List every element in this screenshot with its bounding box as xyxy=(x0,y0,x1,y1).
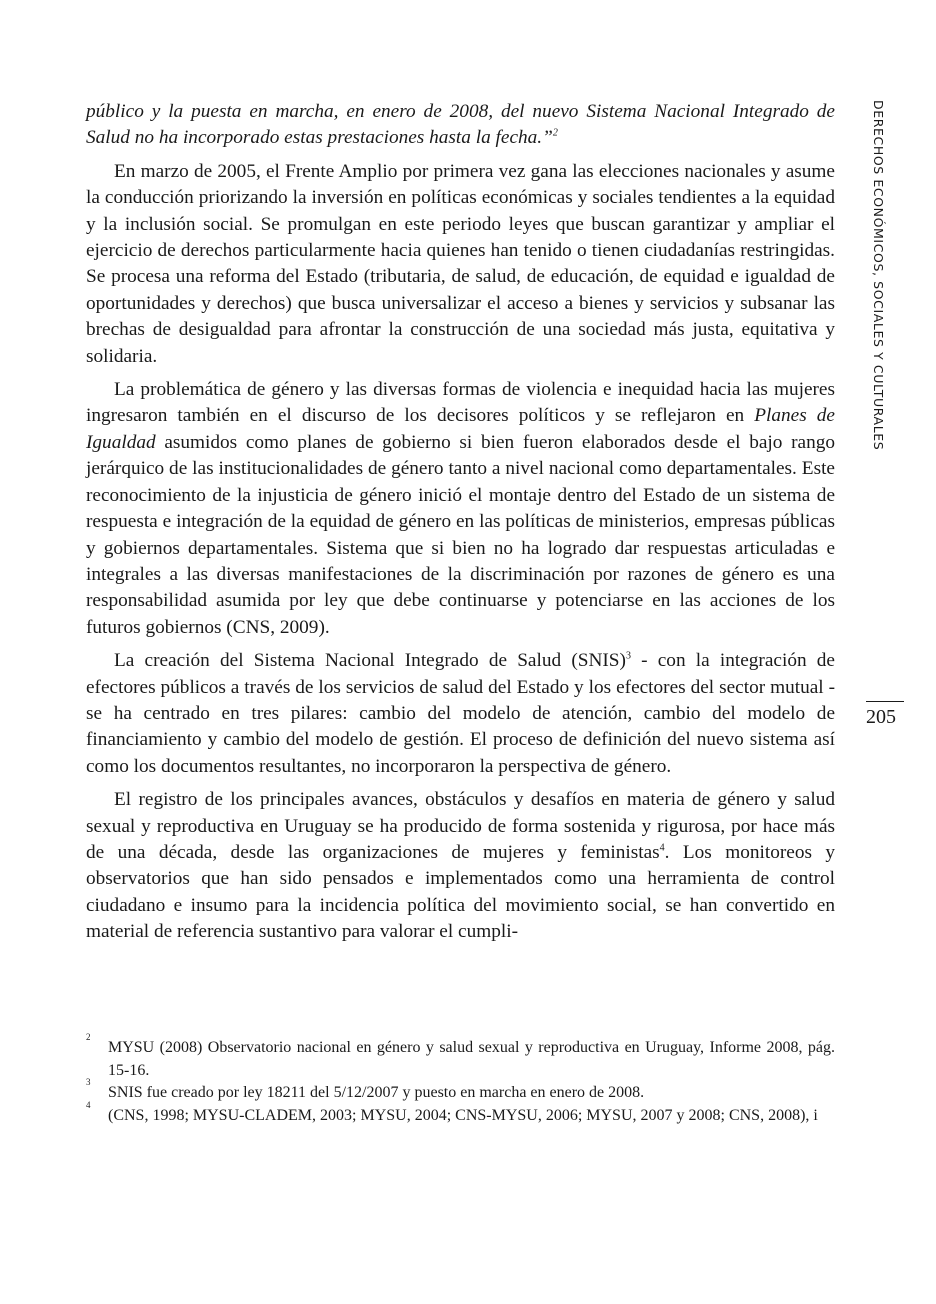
footnote-mark: 4 xyxy=(86,1099,91,1110)
page-number: 205 xyxy=(866,701,904,729)
paragraph-gender-problematic xyxy=(86,377,835,641)
footnote-text: (CNS, 1998; MYSU-CLADEM, 2003; MYSU, 2004; CNS-MYSU, 2006; MYSU, 2007 y 2008; CNS, 2008), i xyxy=(108,1106,818,1124)
paragraph-text-end: asumidos como planes de gobierno si bien fueron elaborados desde el bajo rango jerárquico de las institucionalidades de género tanto a nivel nacional como departamentales. Este reconocimiento de la injusticia de género inició el montaje dentro del Estado de un sistema de respuesta e integración de la equidad de género en las políticas de ministerios, empresas públicas y gobiernos departamentales. Sistema que si bien no ha logrado dar respuestas articuladas e integrales a las diversas manifestaciones de la discriminación por razones de género es una responsabilidad asumida por ley que debe continuarse y potenciarse en las acciones de los futuros gobiernos (CNS, 2009). xyxy=(86,431,835,638)
paragraph-frente-amplio: En marzo de 2005, el Frente Amplio por primera vez gana las elecciones nacionales y asume la conducción priorizando la inversión en políticas económicas y sociales tendientes a la equidad y la inclusión social. Se promulgan en este periodo leyes que buscan garantizar y ampliar el ejercicio de derechos particularmente hacia quienes han tenido o tienen ciudadanías restringidas. Se procesa una reforma del Estado (tributaria, de salud, de educación, de equidad e igualdad de oportunidades y derechos) que busca universalizar el acceso a bienes y servicios y subsanar las brechas de desigualdad para afrontar la construcción de una sociedad más justa, equitativa y solidaria. xyxy=(86,160,835,367)
footnotes xyxy=(86,1032,835,1127)
footnote-4 xyxy=(86,1099,835,1128)
footnote-ref-2[interactable]: 2 xyxy=(552,127,558,139)
paragraph-text-end: . Los monitoreos y observatorios que han sido pensados e implementados como una herramienta de control ciudadano e insumo para la incidencia política del movimiento social, se han convertido en material de referencia sustantivo para valorar el cumpli- xyxy=(86,841,835,943)
footnote-mark: 2 xyxy=(86,1032,91,1042)
footnote-ref-3[interactable]: 3 xyxy=(625,650,631,662)
footnote-text: MYSU (2008) Observatorio nacional en género y salud sexual y reproductiva en Uruguay, Informe 2008, pág. 15-16. xyxy=(108,1039,835,1079)
footnote-3 xyxy=(86,1077,835,1105)
footnote-text: SNIS fue creado por ley 18211 del 5/12/2007 y puesto en marcha en enero de 2008. xyxy=(108,1084,645,1101)
paragraph-registro xyxy=(86,787,835,945)
quote-text: público y la puesta en marcha, en enero de 2008, del nuevo Sistema Nacional Integrado de Salud no ha incorporado estas prestaciones hasta la fecha.” xyxy=(86,101,835,149)
paragraph-text-end: - con la integración de efectores públicos a través de los servicios de salud del Estado y los efectores del sector mutual - se ha centrado en tres pilares: cambio del modelo de atención, cambio del modelo de financiamiento y cambio del modelo de gestión. El proceso de definición del nuevo sistema así como los documentos resultantes, no incorporaron la perspectiva de género. xyxy=(86,650,835,777)
footnote-ref-4[interactable]: 4 xyxy=(659,842,665,854)
paragraph-text-start: El registro de los principales avances, obstáculos y desafíos en materia de género y salud sexual y reproductiva en Uruguay se ha producido de forma sostenida y rigurosa, por hace más de una década, desde las organizaciones de mujeres y feministas xyxy=(86,789,835,863)
footnote-mark: 3 xyxy=(86,1077,91,1087)
paragraph-snis xyxy=(86,648,835,780)
planes-de-igualdad-italic: Planes de Igualdad xyxy=(86,405,835,453)
paragraph-text-start: La creación del Sistema Nacional Integrado de Salud (SNIS) xyxy=(114,650,626,672)
body-text xyxy=(86,99,835,953)
paragraph-quote-continuation xyxy=(86,99,835,152)
section-running-header: DERECHOS ECONÓMICOS, SOCIALES Y CULTURALES xyxy=(871,100,886,451)
paragraph-text-start: La problemática de género y las diversas formas de violencia e inequidad hacia las mujeres ingresaron también en el discurso de los decisores políticos y se reflejaron en xyxy=(86,379,835,427)
footnote-2 xyxy=(86,1032,835,1082)
